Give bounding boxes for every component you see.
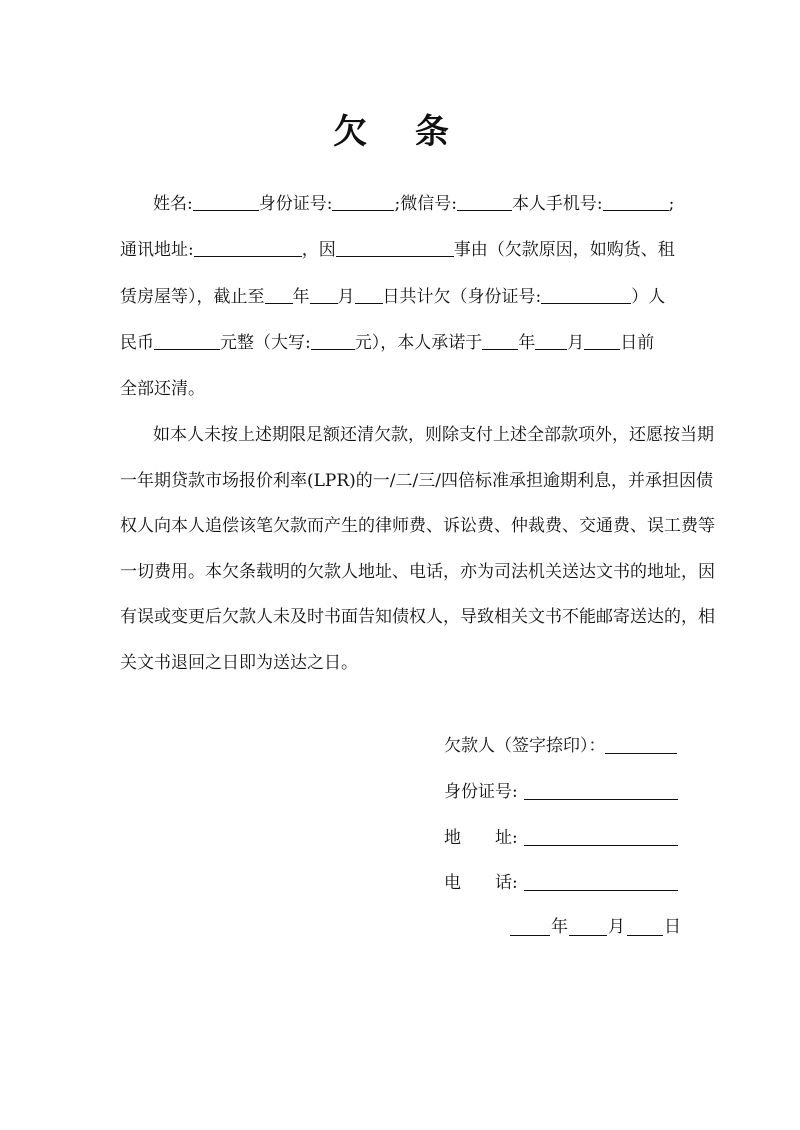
sig-month-blank[interactable] <box>569 935 607 936</box>
repay-day-label: 日前 <box>620 333 655 353</box>
repay-year-blank[interactable] <box>482 331 518 350</box>
para2-line: 有误或变更后欠款人未及时书面告知债权人，导致相关文书不能邮寄送达的，相 <box>120 607 715 627</box>
reason-label: 事由（欠款原因，如购货、租 <box>453 240 675 260</box>
id-label: 身份证号: <box>258 194 333 214</box>
para2-line: 如本人未按上述期限足额还清欠款，则除支付上述全部款项外，还愿按当期 <box>153 425 714 445</box>
sig-phone-label: 电 话: <box>444 873 518 893</box>
para2-line: 权人向本人追偿该笔欠款而产生的律师费、诉讼费、仲裁费、交通费、误工费等 <box>120 516 715 536</box>
deadline-month-blank[interactable] <box>310 285 338 304</box>
cause-label: ，因 <box>301 240 336 260</box>
sig-id-label: 身份证号: <box>444 782 518 802</box>
amount-blank[interactable] <box>154 331 220 350</box>
sig-year-label: 年 <box>551 917 568 937</box>
year-label: 年 <box>292 287 310 307</box>
creditor-id-blank[interactable] <box>541 285 631 304</box>
wechat-label: ;微信号: <box>394 194 457 214</box>
capital-amount-blank[interactable] <box>311 331 355 350</box>
address-blank[interactable] <box>194 238 302 257</box>
name-blank[interactable] <box>193 192 259 211</box>
repay-month-label: 月 <box>567 333 585 353</box>
rmb-label: 民币 <box>120 333 154 353</box>
repay-year-label: 年 <box>518 333 536 353</box>
sig-year-blank[interactable] <box>510 935 550 936</box>
para2-line: 一年期贷款市场报价利率(LPR)的一/二/三/四倍标准承担逾期利息，并承担因债 <box>120 471 713 491</box>
para2-line: 一切费用。本欠条载明的欠款人地址、电话，亦为司法机关送达文书的地址，因 <box>120 562 715 582</box>
sig-address-blank[interactable] <box>524 845 678 846</box>
sig-day-blank[interactable] <box>627 935 663 936</box>
line3-end: ）人 <box>631 287 666 307</box>
sig-month-label: 月 <box>608 917 625 937</box>
debtor-signature-label: 欠款人（签字捺印）： <box>444 736 606 756</box>
para1-line2 <box>120 238 675 262</box>
para1-line3 <box>120 285 665 309</box>
id-blank[interactable] <box>332 192 394 211</box>
month-label: 月 <box>337 287 355 307</box>
sig-phone-blank[interactable] <box>524 890 678 891</box>
phone-blank[interactable] <box>603 192 669 211</box>
repay-month-blank[interactable] <box>535 331 567 350</box>
para1-line4 <box>120 331 654 355</box>
line1-end: ; <box>668 194 675 214</box>
phone-label: 本人手机号: <box>511 194 603 214</box>
name-label: 姓名: <box>153 194 193 214</box>
sig-day-label: 日 <box>664 917 681 937</box>
sig-address-label: 地 址: <box>444 828 518 848</box>
owed-label: 日共计欠（身份证号: <box>382 287 542 307</box>
address-label: 通讯地址: <box>120 240 194 260</box>
capital-label: 元整（大写: <box>220 333 311 353</box>
repay-day-blank[interactable] <box>584 331 620 350</box>
sig-id-blank[interactable] <box>524 799 678 800</box>
deadline-year-blank[interactable] <box>265 285 293 304</box>
cause-blank[interactable] <box>336 238 454 257</box>
wechat-blank[interactable] <box>457 192 512 211</box>
deadline-day-blank[interactable] <box>355 285 383 304</box>
debtor-signature-blank[interactable] <box>605 753 677 754</box>
para1-line5: 全部还清。 <box>120 379 205 399</box>
deadline-label: 赁房屋等），截止至 <box>120 287 265 307</box>
document-title: 欠 条 <box>333 112 467 152</box>
para2-line: 关文书退回之日即为送达之日。 <box>120 653 358 673</box>
promise-label: 元），本人承诺于 <box>354 333 483 353</box>
para1-line1 <box>153 192 674 216</box>
